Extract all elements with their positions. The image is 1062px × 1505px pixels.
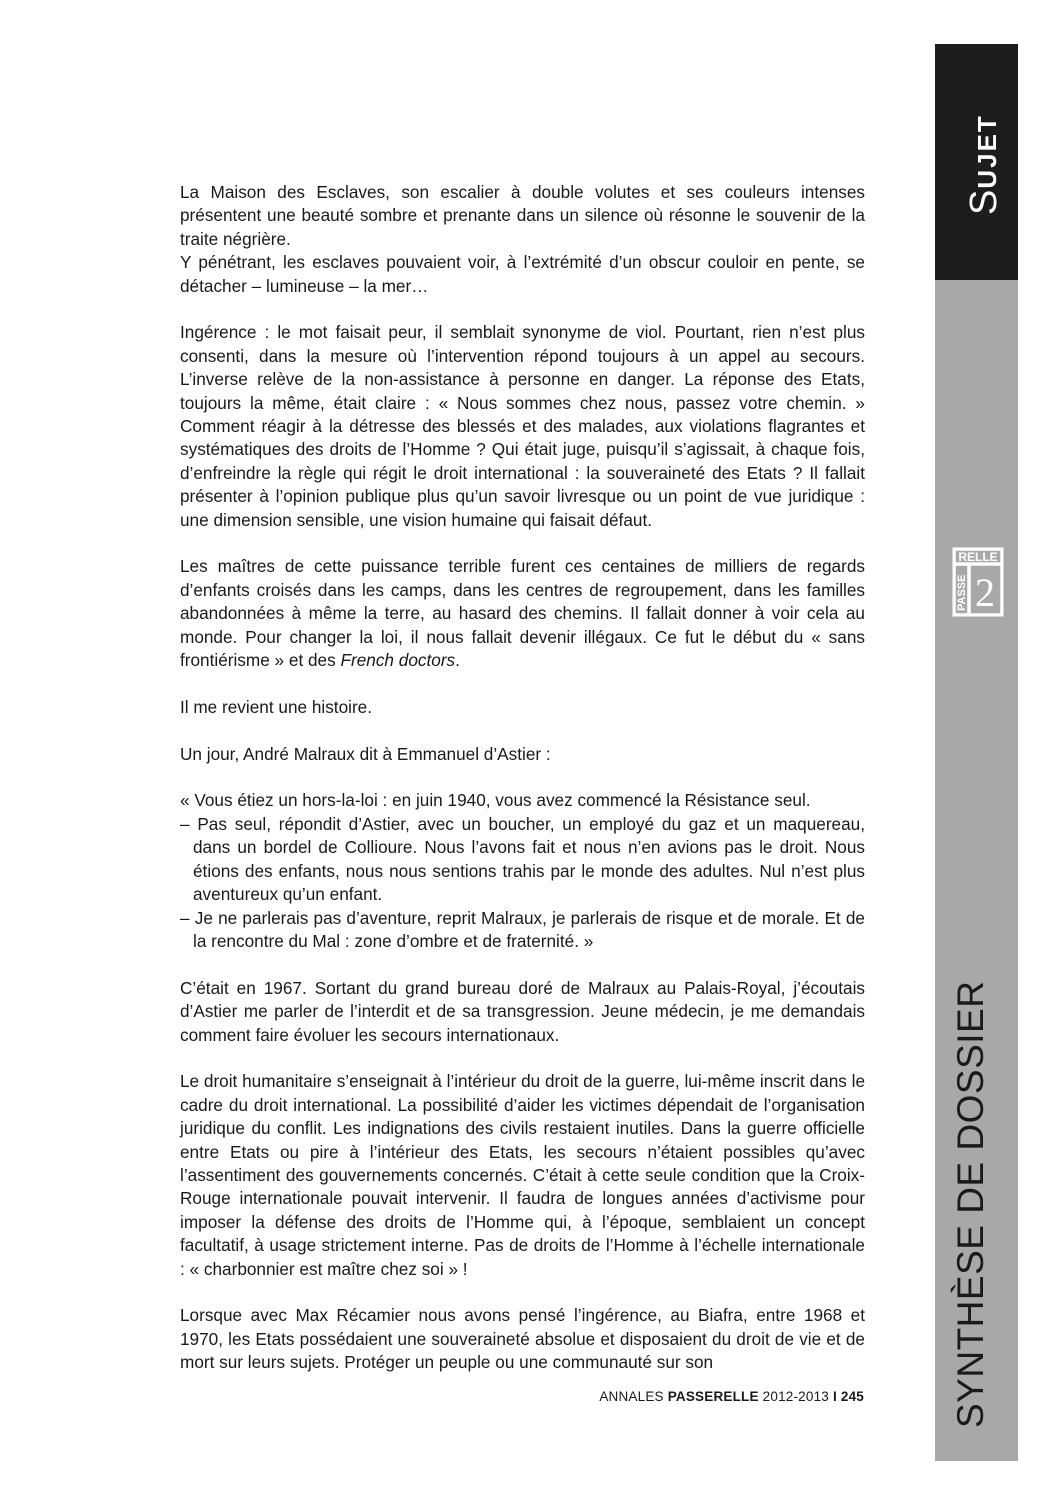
footer-passerelle: PASSERELLE	[667, 1389, 759, 1404]
dialogue-line: « Vous étiez un hors-la-loi : en juin 1940, vous avez commencé la Résistance seul.	[180, 790, 811, 811]
passerelle-2-logo	[952, 547, 1004, 617]
paragraph-1967: C’était en 1967. Sortant du grand bureau doré de Malraux au Palais-Royal, j’écoutais d’Astier me parler de l’interdit et de sa transgression. Jeune médecin, je me demandais comment faire évoluer les secours internationaux.	[180, 977, 865, 1045]
paragraph-line: La Maison des Esclaves, son escalier à double volutes et ses couleurs intenses présentent une beauté sombre et prenante dans un silence où résonne le souvenir de la traite négrière.	[180, 182, 865, 249]
paragraph-histoire: Il me revient une histoire.	[180, 696, 373, 717]
logo-text-top: RELLE	[958, 550, 998, 564]
logo-text-side: PASSE	[956, 574, 968, 611]
page-number: 245	[840, 1389, 864, 1404]
article-body	[180, 181, 865, 1375]
section-label-synthese: SYNTHÈSE DE DOSSIER	[950, 980, 991, 1428]
footer-annales: ANNALES	[599, 1389, 668, 1404]
section-label-sujet	[963, 114, 1006, 215]
paragraph-malraux: Un jour, André Malraux dit à Emmanuel d’Astier :	[180, 743, 551, 764]
dialogue-line: – Je ne parlerais pas d’aventure, reprit Malraux, je parlerais de risque et de morale. Et de la rencontre du Mal : zone d’ombre et de fraternité. »	[180, 907, 865, 951]
paragraph-ingerence: Ingérence : le mot faisait peur, il semblait synonyme de viol. Pourtant, rien n’est plus consenti, dans la mesure où l’intervention répond toujours à un appel au secours. L’inverse relève de la non-assistance à personne en danger. La réponse des Etats, toujours la même, était claire : « Nous sommes chez nous, passez votre chemin. » Comment réagir à la détresse des blessés et des malades, aux violations flagrantes et systématiques des droits de l’Homme ? Qui était juge, puisqu’il s’agissait, à chaque fois, d’enfreindre la règle qui régit le droit international : la souveraineté des Etats ? Il fallait présenter à l’opinion publique plus qu’un savoir livresque ou un point de vue juridique : une dimension sensible, une vision humaine qui faisait défaut.	[180, 322, 865, 530]
paragraph-maison	[180, 181, 865, 298]
footer-years: 2012-2013	[758, 1389, 833, 1404]
paragraph-text: .	[455, 650, 460, 671]
sujet-initial: S	[963, 188, 1005, 215]
paragraph-italic: French doctors	[340, 650, 456, 671]
footer-separator: I	[832, 1389, 837, 1404]
logo-number: 2	[975, 570, 995, 615]
page-footer	[500, 1389, 864, 1404]
paragraph-maitres	[180, 555, 865, 672]
sujet-rest: UJET	[972, 114, 1002, 189]
paragraph-droit-humanitaire: Le droit humanitaire s’enseignait à l’intérieur du droit de la guerre, lui-même inscrit dans le cadre du droit international. La possibilité d’aider les victimes dépendait de l’organisation juridique du conflit. Les indignations des civils restaient inutiles. Dans la guerre officielle entre Etats ou pire à l’intérieur des Etats, les secours n’étaient possibles qu’avec l’assentiment des gouvernements concernés. C’était à cette seule condition que la Croix-Rouge internationale pouvait intervenir. Il faudra de longues années d’activisme pour imposer la défense des droits de l’Homme qui, à l’époque, semblaient un concept facultatif, à usage strictement interne. Pas de droits de l’Homme à l’échelle internationale : « charbonnier est maître chez soi » !	[180, 1071, 865, 1279]
paragraph-biafra: Lorsque avec Max Récamier nous avons pensé l’ingérence, au Biafra, entre 1968 et 1970, les Etats possédaient une souveraineté absolue et disposaient du droit de vie et de mort sur leurs sujets. Protéger un peuple ou une communauté sur son	[180, 1305, 865, 1373]
dialogue-line: – Pas seul, répondit d’Astier, avec un boucher, un employé du gaz et un maquereau, dans un bordel de Collioure. Nous l’avons fait et nous n’en avions pas le droit. Nous étions des enfants, nous nous sentions trahis par le monde des adultes. Nul n’est plus aventureux qu’un enfant.	[180, 813, 865, 905]
paragraph-line: Y pénétrant, les esclaves pouvaient voir, à l’extrémité d’un obscur couloir en pente, se détacher – lumineuse – la mer…	[180, 252, 865, 296]
paragraph-text: Les maîtres de cette puissance terrible furent ces centaines de milliers de regards d’enfants croisés dans les camps, dans les centres de regroupement, dans les familles abandonnées à même la terre, au hasard des chemins. Il fallait donner à voir cela au monde. Pour changer la loi, il nous fallait devenir illégaux. Ce fut le début du « sans frontiérisme » et des	[180, 556, 865, 671]
